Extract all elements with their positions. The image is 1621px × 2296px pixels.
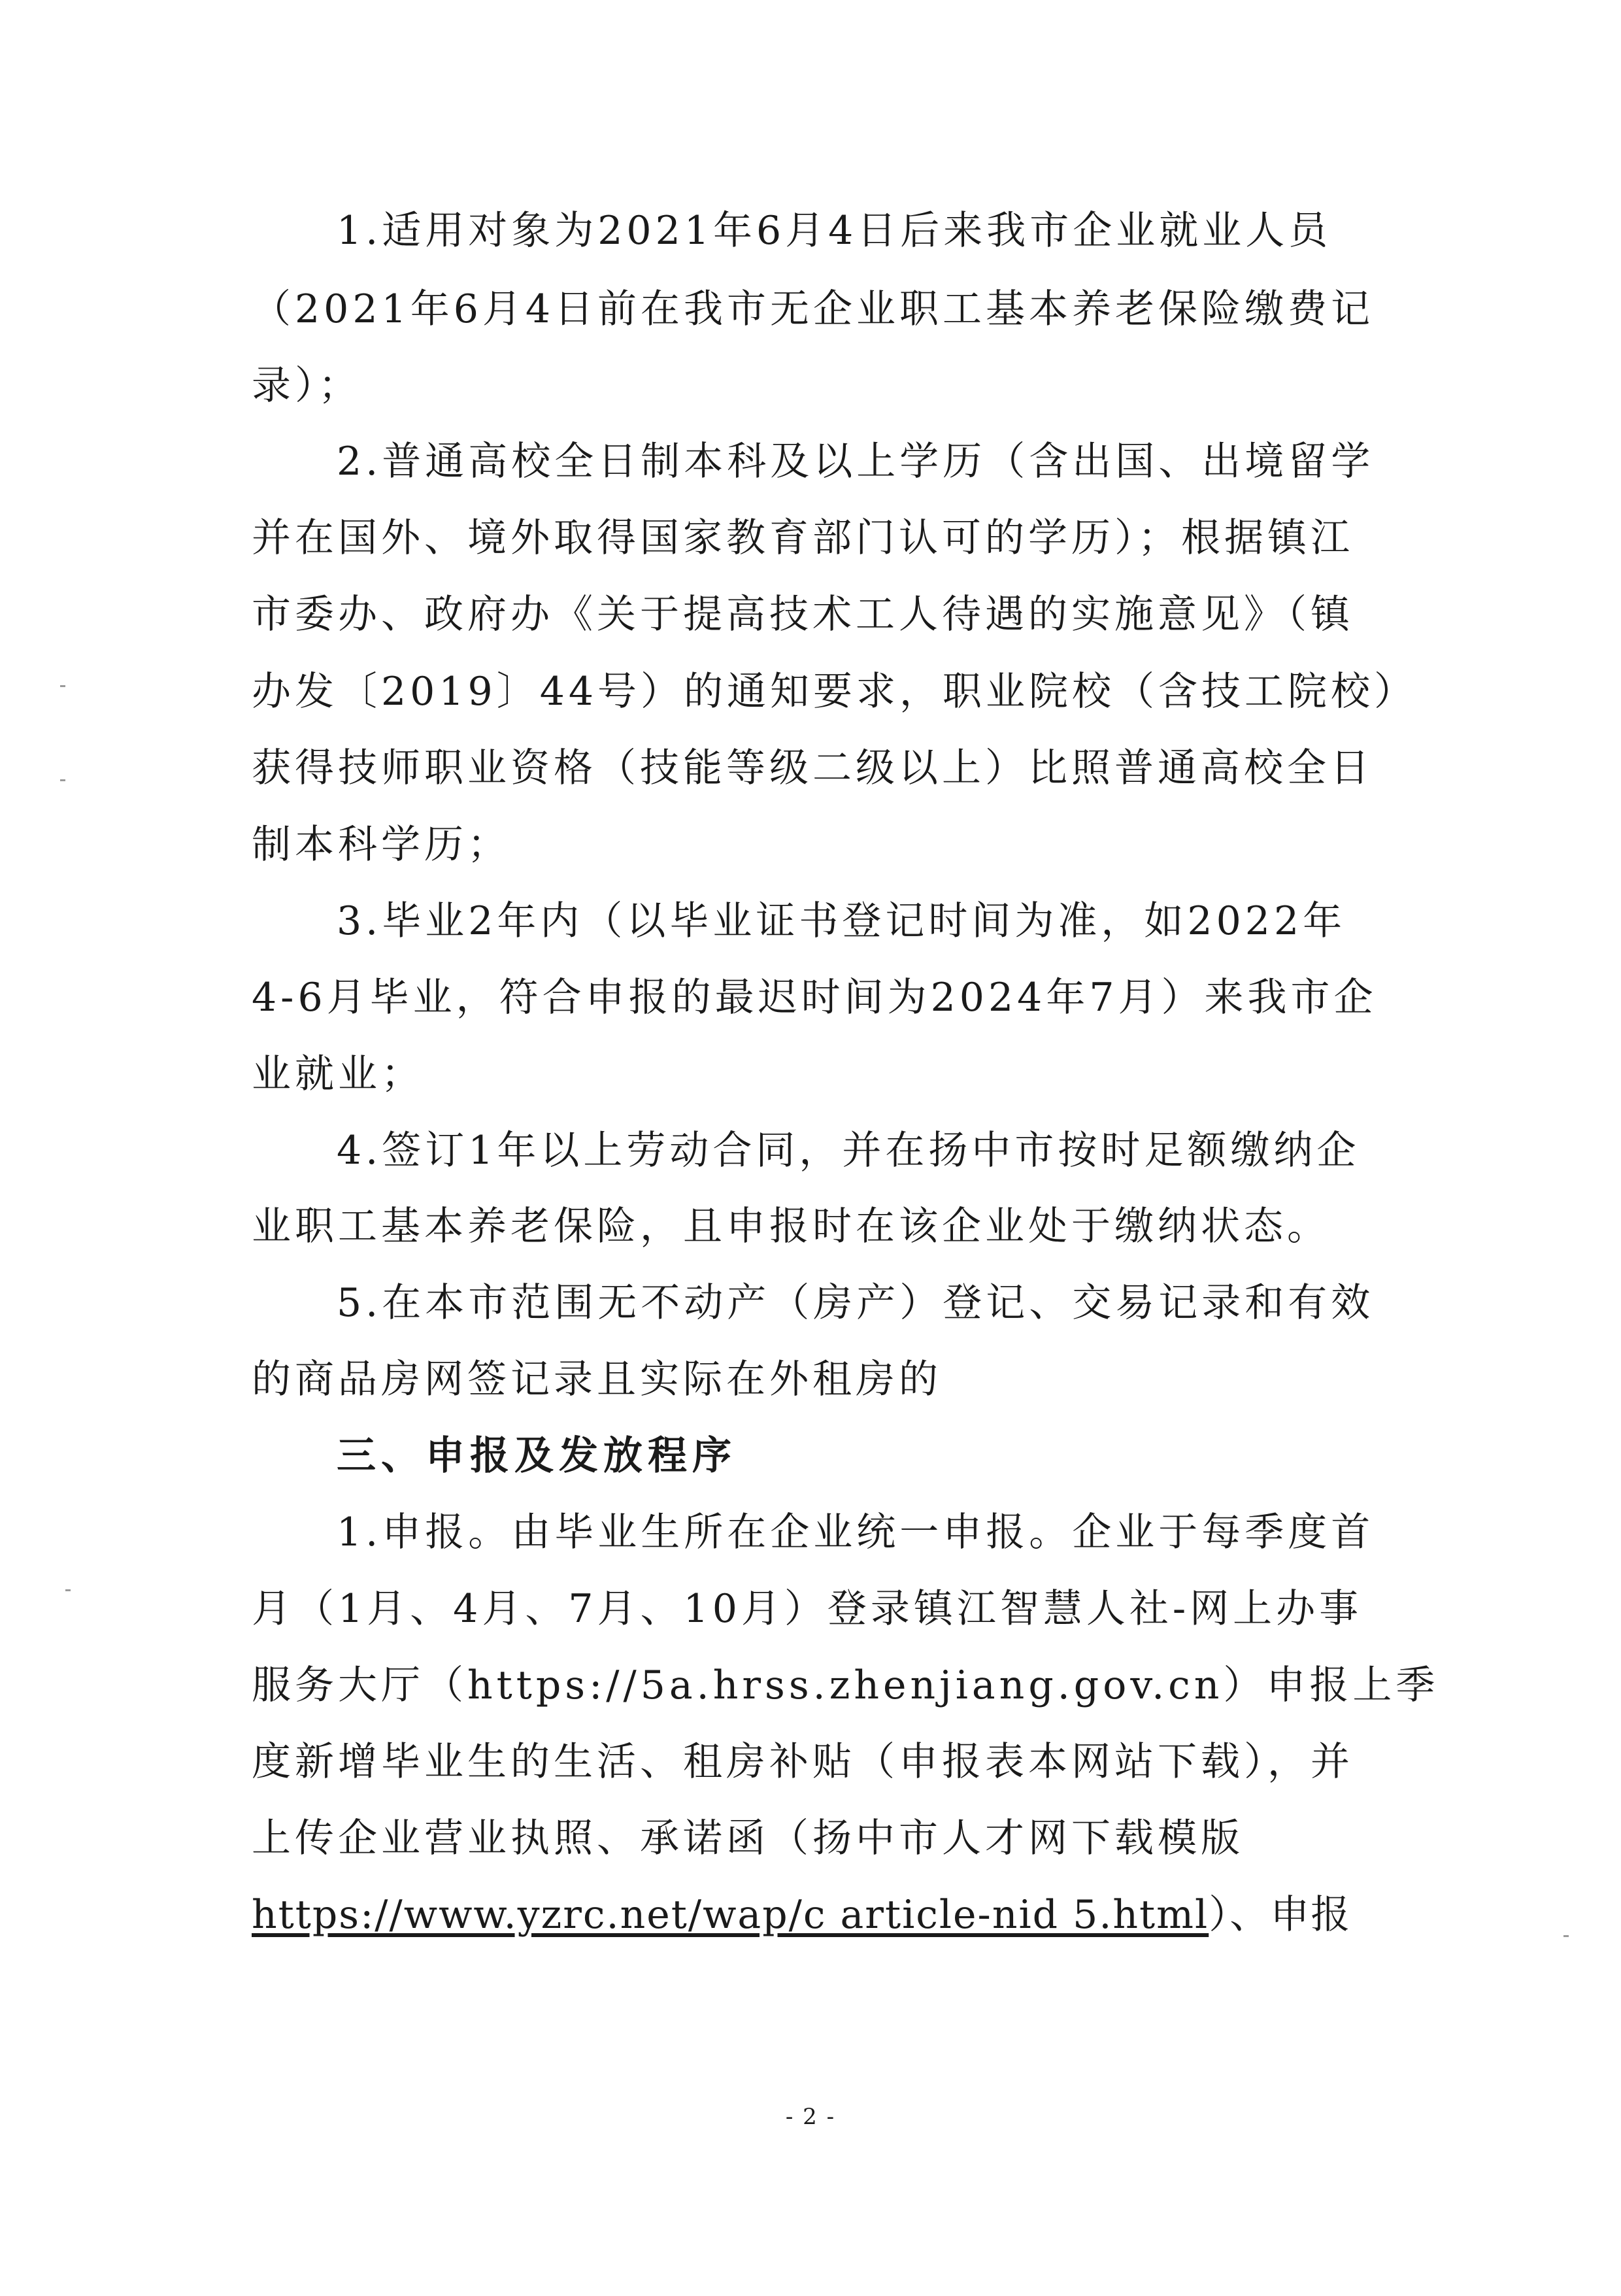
procedure-line-5: 上传企业营业执照、承诺函（扬中市人才网下载模版 [252,1815,1244,1861]
scan-speck [60,685,65,687]
procedure-line-6 [252,1889,1376,1941]
paragraph-3-line-1: 3.毕业2年内（以毕业证书登记时间为准，如2022年 [337,898,1346,944]
scan-speck [65,1589,71,1591]
procedure-line-4: 度新增毕业生的生活、租房补贴（申报表本网站下载），并 [252,1739,1354,1785]
paragraph-1-line-2: （2021年6月4日前在我市无企业职工基本养老保险缴费记 [252,286,1375,332]
paragraph-3-line-3: 业就业； [252,1051,424,1097]
procedure-line-1: 1.申报。由毕业生所在企业统一申报。企业于每季度首 [337,1510,1375,1555]
scan-speck [1563,1935,1569,1937]
procedure-line-3: 服务大厅（https://5a.hrss.zhenjiang.gov.cn）申报上季 [252,1663,1439,1708]
paragraph-3-line-2: 4-6月毕业，符合申报的最迟时间为2024年7月）来我市企 [252,975,1377,1021]
paragraph-2-line-5: 获得技师职业资格（技能等级二级以上）比照普通高校全日 [252,745,1373,791]
scan-speck [60,779,65,781]
procedure-line-2: 月（1月、4月、7月、10月）登录镇江智慧人社-网上办事 [252,1586,1363,1632]
page-number: - 2 - [785,2104,836,2130]
paragraph-2-line-6: 制本科学历； [252,822,510,868]
template-download-link[interactable]: https://www.yzrc.net/wap/c article-nid 5.html [252,1892,1209,1938]
paragraph-4-line-1: 4.签订1年以上劳动合同，并在扬中市按时足额缴纳企 [337,1128,1360,1173]
paragraph-5-line-1: 5.在本市范围无不动产（房产）登记、交易记录和有效 [337,1280,1375,1326]
section-heading: 三、申报及发放程序 [337,1433,737,1479]
paragraph-4-line-2: 业职工基本养老保险，且申报时在该企业处于缴纳状态。 [252,1204,1330,1249]
paragraph-1-line-1: 1.适用对象为2021年6月4日后来我市企业就业人员 [337,208,1332,254]
procedure-line-6-tail: ）、申报 [1209,1892,1352,1938]
paragraph-2-line-4: 办发〔2019〕44号）的通知要求，职业院校（含技工院校） [252,669,1418,715]
paragraph-2-line-1: 2.普通高校全日制本科及以上学历（含出国、出境留学 [337,439,1375,484]
paragraph-2-line-3: 市委办、政府办《关于提高技术工人待遇的实施意见》（镇 [252,592,1354,637]
paragraph-2-line-2: 并在国外、境外取得国家教育部门认可的学历）；根据镇江 [252,515,1354,561]
paragraph-1-line-3: 录）； [252,363,361,409]
paragraph-5-line-2: 的商品房网签记录且实际在外租房的 [252,1357,942,1402]
